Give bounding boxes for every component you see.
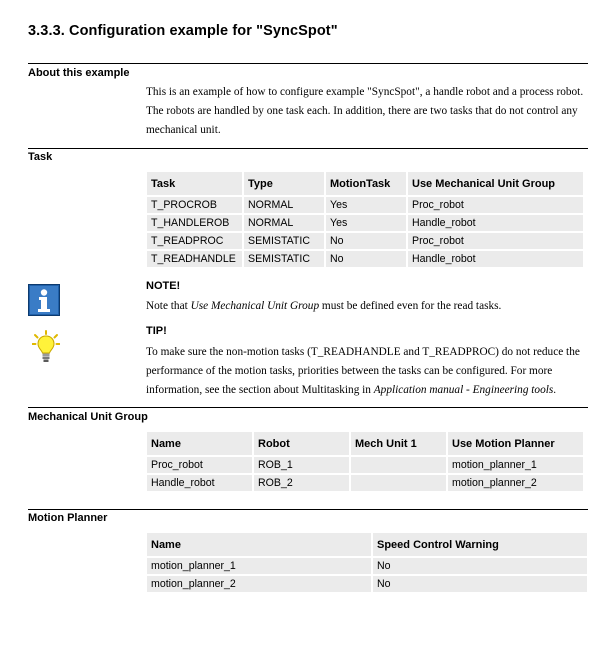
table-cell: Proc_robot bbox=[147, 457, 252, 473]
column-header: Use Mechanical Unit Group bbox=[408, 172, 583, 195]
page-title: 3.3.3. Configuration example for "SyncSpot" bbox=[28, 23, 338, 39]
table-cell: Yes bbox=[326, 197, 406, 213]
table-cell: motion_planner_1 bbox=[448, 457, 583, 473]
tip-heading: TIP! bbox=[146, 325, 167, 337]
note-text-italic: Use Mechanical Unit Group bbox=[190, 300, 320, 312]
section-divider bbox=[28, 148, 588, 149]
column-header: Mech Unit 1 bbox=[351, 432, 446, 455]
table-cell: No bbox=[373, 558, 587, 574]
tip-text-part: To make sure the non-motion tasks (T_READHANDLE and T_READPROC) do not reduce the performance of the motion tasks, priorities between the tasks can be configured. For more information, see the section about Multitasking in bbox=[146, 346, 580, 396]
motion-planner-table bbox=[145, 531, 589, 594]
mech-group-table-header-row bbox=[147, 432, 583, 455]
column-header: Name bbox=[147, 533, 371, 556]
table-cell: T_PROCROB bbox=[147, 197, 242, 213]
table-cell: Proc_robot bbox=[408, 233, 583, 249]
column-header: Speed Control Warning bbox=[373, 533, 587, 556]
note-text-part: must be defined even for the read tasks. bbox=[319, 300, 502, 312]
section-divider bbox=[28, 509, 588, 510]
table-cell: No bbox=[373, 576, 587, 592]
mech-group-table bbox=[145, 430, 585, 493]
table-cell bbox=[351, 457, 446, 473]
about-text: This is an example of how to configure example "SyncSpot", a handle robot and a process robot. The robots are handled by one task each. In addition, there are two tasks that do not control any mechanical unit. bbox=[146, 86, 584, 136]
table-row bbox=[147, 457, 583, 473]
table-cell: SEMISTATIC bbox=[244, 233, 324, 249]
table-cell: Yes bbox=[326, 215, 406, 231]
tip-text bbox=[146, 343, 592, 400]
about-heading: About this example bbox=[28, 67, 130, 79]
table-row bbox=[147, 576, 587, 592]
table-row bbox=[147, 251, 583, 267]
table-cell: T_READPROC bbox=[147, 233, 242, 249]
table-cell: ROB_1 bbox=[254, 457, 349, 473]
table-cell: motion_planner_2 bbox=[147, 576, 371, 592]
table-cell: No bbox=[326, 251, 406, 267]
section-divider bbox=[28, 63, 588, 64]
mech-group-heading: Mechanical Unit Group bbox=[28, 411, 148, 423]
note-heading: NOTE! bbox=[146, 280, 181, 292]
table-cell: T_HANDLEROB bbox=[147, 215, 242, 231]
table-cell: No bbox=[326, 233, 406, 249]
info-icon bbox=[28, 284, 60, 316]
tip-text-part: . bbox=[553, 384, 557, 396]
table-cell: T_READHANDLE bbox=[147, 251, 242, 267]
column-header: Use Motion Planner bbox=[448, 432, 583, 455]
table-cell: motion_planner_1 bbox=[147, 558, 371, 574]
task-table-header-row bbox=[147, 172, 583, 195]
table-cell: NORMAL bbox=[244, 197, 324, 213]
column-header: Name bbox=[147, 432, 252, 455]
table-cell: Handle_robot bbox=[147, 475, 252, 491]
column-header: Type bbox=[244, 172, 324, 195]
table-cell: Proc_robot bbox=[408, 197, 583, 213]
table-cell: Handle_robot bbox=[408, 215, 583, 231]
note-text-part: Note that bbox=[146, 300, 191, 312]
tip-text-italic: Application manual - Engineering tools bbox=[373, 384, 554, 396]
column-header: Task bbox=[147, 172, 242, 195]
table-cell: motion_planner_2 bbox=[448, 475, 583, 491]
section-divider bbox=[28, 407, 588, 408]
table-cell bbox=[351, 475, 446, 491]
column-header: MotionTask bbox=[326, 172, 406, 195]
motion-planner-table-header-row bbox=[147, 533, 587, 556]
motion-planner-heading: Motion Planner bbox=[28, 512, 108, 524]
table-cell: NORMAL bbox=[244, 215, 324, 231]
table-cell: Handle_robot bbox=[408, 251, 583, 267]
table-row bbox=[147, 475, 583, 491]
lightbulb-icon bbox=[32, 330, 60, 364]
note-text bbox=[146, 297, 592, 316]
column-header: Robot bbox=[254, 432, 349, 455]
task-table bbox=[145, 170, 585, 269]
table-cell: ROB_2 bbox=[254, 475, 349, 491]
task-heading: Task bbox=[28, 151, 53, 163]
table-cell: SEMISTATIC bbox=[244, 251, 324, 267]
table-row bbox=[147, 197, 583, 213]
table-row bbox=[147, 215, 583, 231]
table-row bbox=[147, 558, 587, 574]
table-row bbox=[147, 233, 583, 249]
